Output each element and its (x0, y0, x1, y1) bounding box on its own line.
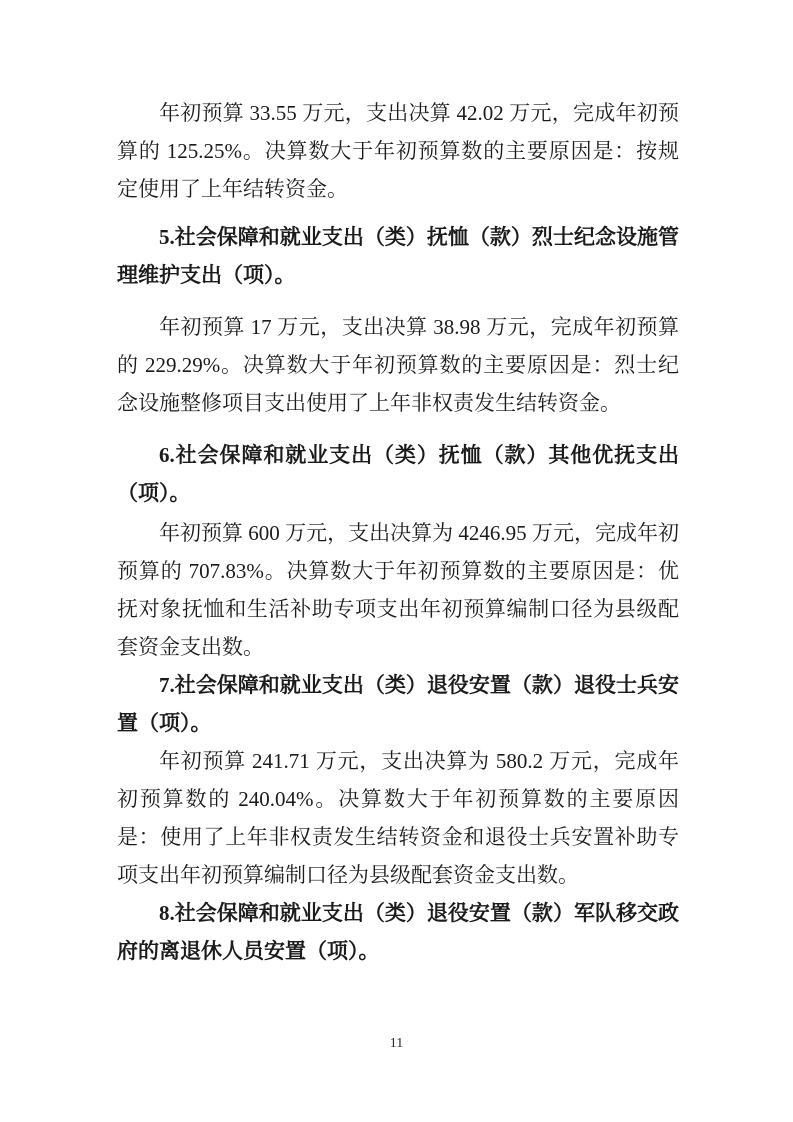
section-heading-5: 5.社会保障和就业支出（类）抚恤（款）烈士纪念设施管理维护支出（项）。 (117, 225, 679, 287)
paragraph-budget-241-71: 年初预算 241.71 万元，支出决算为 580.2 万元，完成年初预算数的 240.04%。决算数大于年初预算数的主要原因是：使用了上年非权责发生结转资金和退役士兵安置补助专项支出年初预算编制口径为县级配套资金支出数。 (117, 749, 679, 887)
paragraph-budget-33-55: 年初预算 33.55 万元，支出决算 42.02 万元，完成年初预算的 125.25%。决算数大于年初预算数的主要原因是：按规定使用了上年结转资金。 (117, 101, 679, 201)
section-heading-6: 6.社会保障和就业支出（类）抚恤（款）其他优抚支出（项）。 (117, 443, 679, 505)
section-heading-7: 7.社会保障和就业支出（类）退役安置（款）退役士兵安置（项）。 (117, 673, 679, 735)
document-content (117, 94, 679, 970)
paragraph-budget-17: 年初预算 17 万元，支出决算 38.98 万元，完成年初预算的 229.29%。决算数大于年初预算数的主要原因是：烈士纪念设施整修项目支出使用了上年非权责发生结转资金。 (117, 315, 679, 415)
page-number: 11 (389, 1036, 404, 1051)
section-heading-8: 8.社会保障和就业支出（类）退役安置（款）军队移交政府的离退休人员安置（项）。 (117, 901, 679, 963)
paragraph-budget-600: 年初预算 600 万元，支出决算为 4246.95 万元，完成年初预算的 707.83%。决算数大于年初预算数的主要原因是：优抚对象抚恤和生活补助专项支出年初预算编制口径为县级配套资金支出数。 (117, 521, 679, 659)
